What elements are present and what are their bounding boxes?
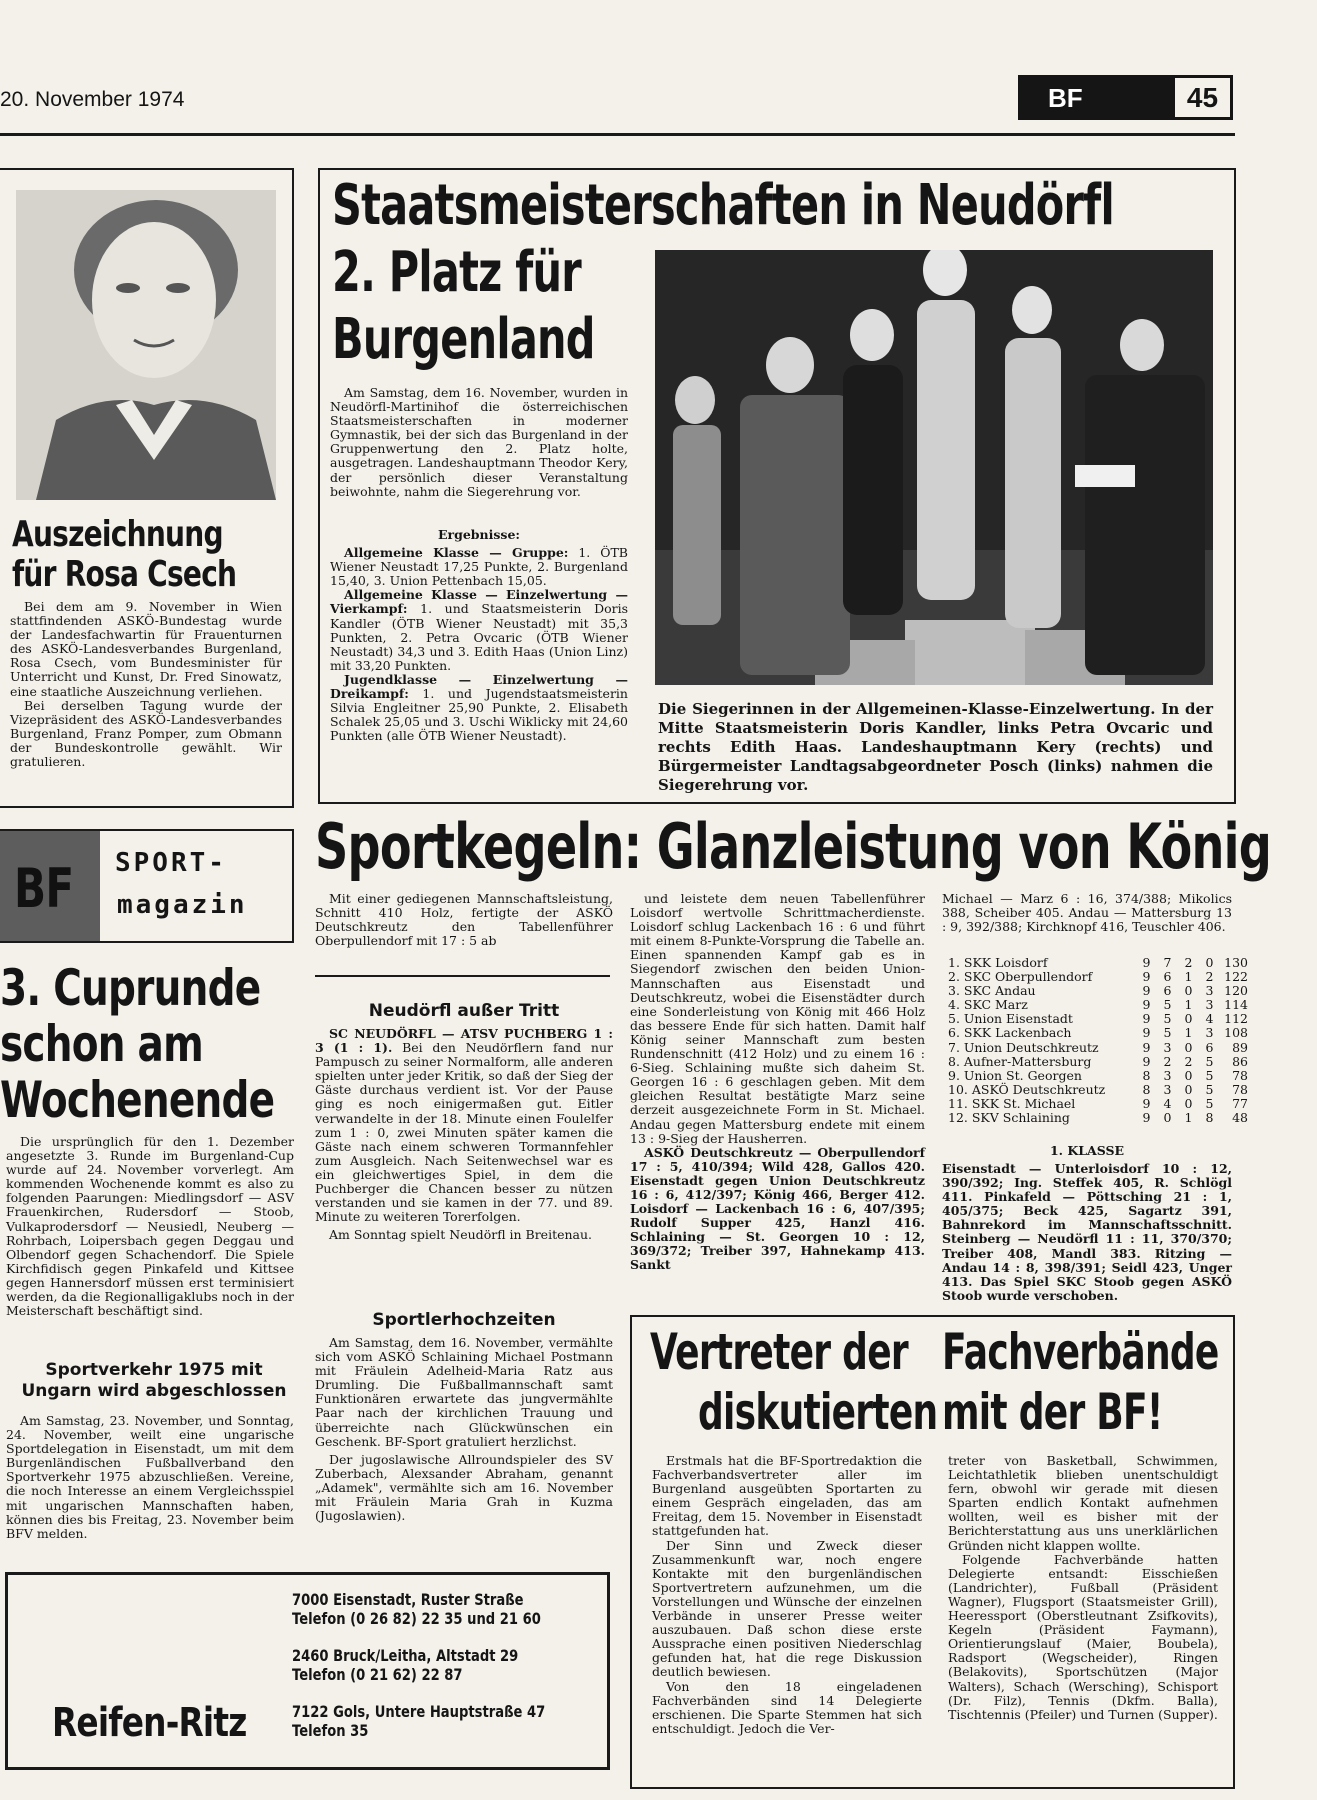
kegeln-intro: Mit einer gediegenen Mannschaftsleistung, Schnitt 410 Holz, fertigte der ASKÖ Deutschkreutz den Tabellenführer Oberpullendorf mit 17 : 5 ab — [315, 891, 613, 949]
page-number: 45 — [1175, 78, 1230, 117]
standings-team-name: 10. ASKÖ Deutschkreutz — [948, 1081, 1106, 1097]
standings-points: 89 — [1232, 1039, 1248, 1055]
cup-headline-line3: Wochenende — [0, 1071, 275, 1129]
standings-points: 130 — [1224, 955, 1248, 970]
standings-wins: 0 — [1163, 1110, 1172, 1126]
sportverkehr-body: Am Samstag, 23. November, und Sonntag, 24. November, weilt eine ungarische Sportdelegation in Eisenstadt, um mit dem Burgenländischen Fußballverband den Sportverkehr 1975 abzuschließen. Vereine, die noch Interesse an einem Vergleichsspiel mit ungarischen Mannschaften haben, können dies bis Freitag, 23. November beim BFV melden. — [6, 1413, 294, 1541]
standings-points: 112 — [1224, 1011, 1248, 1027]
standings-draws: 2 — [1184, 1053, 1193, 1069]
standings-wins: 3 — [1163, 1081, 1172, 1097]
podium-photo — [655, 250, 1213, 685]
neudoerfl-body-2: Am Sonntag spielt Neudörfl in Breitenau. — [329, 1227, 593, 1243]
standings-losses: 5 — [1205, 1081, 1214, 1097]
standings-wins: 6 — [1163, 969, 1172, 985]
result-3-label: Jugendklasse — Einzelwertung — Dreikampf: — [330, 671, 628, 702]
result-2-label: Allgemeine Klasse — Einzelwertung — Vierkampf: — [330, 587, 628, 617]
vertreter-paragraph-2: Der Sinn und Zweck dieser Zusammenkunft war, noch engere Kontakte mit den burgenländischen Sportvertretern aufzunehmen, um die Vorstellungen und Wünsche der einzelnen Verbände in unserer Presse weiter auszubauen. Daß schon diese erste Aussprache einen positiven Niederschlag gefunden hat, hat die rege Diskussion deutlich bewiesen. — [652, 1537, 922, 1680]
sportmagazin-bf: BF — [14, 857, 74, 920]
standings-row — [948, 984, 1248, 998]
neudoerfl-article — [315, 1027, 613, 1242]
issue-date: 20. November 1974 — [0, 88, 185, 111]
standings-wins: 3 — [1163, 1067, 1172, 1083]
standings-points: 120 — [1224, 983, 1248, 999]
standings-played: 9 — [1142, 1095, 1151, 1111]
hochzeit-heading: Sportlerhochzeiten — [372, 1310, 556, 1330]
standings-points: 77 — [1232, 1095, 1248, 1111]
standings-wins: 5 — [1163, 1025, 1172, 1041]
gym-results — [330, 528, 628, 743]
ad-brand: Reifen-Ritz — [52, 1700, 247, 1746]
result-2-text: 1. und Staatsmeisterin Doris Kandler (ÖTB Wiener Neustadt) mit 35,3 Punkten, 2. Petra Ovcaric (ÖTB Wiener Neustadt) 34,3 und 3. Edith Haas (Union Linz) mit 33,20 Punkten. — [330, 601, 629, 673]
standings-row — [948, 970, 1248, 984]
standings-played: 9 — [1142, 1053, 1151, 1069]
kegeln-report: und leistete dem neuen Tabellenführer Loisdorf wertvolle Schrittmacherdienste. Loisdorf schlug Lackenbach 16 : 6 und führt mit einem 8-Punkte-Vorsprung die Tabelle an. Einen spannenden Kampf gab es in Siegendorf zwischen den beiden Union-Mannschaften aus Eisenstadt und Deutschkreutz, wobei die Eisenstädter durch eine Sonderleistung von König mit 466 Holz das bessere Ende für sich hatten. Damit half König seiner Mannschaft zum besten Rundenschnitt (412 Holz) und zu einem 16 : 6-Sieg. Schlaining mußte sich daheim St. Georgen 16 : 6 geschlagen geben. Mit dem gleichen Resultat bestätigte Marz seine derzeit ausgezeichnete Form in St. Michael. Andau gegen Mattersburg endete mit einem 13 : 9-Sieg der Hausherren. — [630, 891, 925, 1146]
vertreter-column-2 — [948, 1454, 1218, 1722]
standings-played: 9 — [1142, 983, 1151, 999]
sportverkehr-heading-1: Sportverkehr 1975 mit — [45, 1360, 263, 1380]
standings-losses: 3 — [1205, 983, 1214, 999]
ad-address-block-2 — [292, 1646, 518, 1684]
standings-losses: 0 — [1205, 955, 1214, 970]
gym-intro: Am Samstag, dem 16. November, wurden in Neudörfl-Martinihof die österreichischen Staatsmeisterschaften in moderner Gymnastik, bei der sich das Burgenland in der Gruppenwertung den 2. Platz holte, ausgetragen. Landeshauptmann Theodor Kery, der persönlich dieser Veranstaltung beiwohnte, nahm die Siegerehrung vor. — [330, 385, 628, 499]
standings-wins: 4 — [1163, 1095, 1172, 1111]
standings-wins: 6 — [1163, 983, 1172, 999]
standings-played: 9 — [1142, 1110, 1151, 1126]
standings-row — [948, 998, 1248, 1012]
standings-team-name: 4. SKC Marz — [948, 997, 1028, 1013]
standings-team-name: 7. Union Deutschkreutz — [948, 1039, 1099, 1055]
kegeln-headline: Sportkegeln: Glanzleistung von König — [315, 810, 1272, 883]
standings-team-name: 9. Union St. Georgen — [948, 1067, 1082, 1083]
result-3-text: 1. und Jugendstaatsmeisterin Silvia Engleitner 25,90 Punkte, 2. Elisabeth Schalek 25,05 und 3. Uschi Wiklicky mit 24,60 Punkten (alle ÖTB Wiener Neustadt). — [330, 686, 628, 744]
standings-losses: 3 — [1205, 1025, 1214, 1041]
standings-draws: 1 — [1184, 997, 1193, 1013]
standings-row — [948, 1083, 1248, 1097]
standings-wins: 7 — [1163, 955, 1172, 970]
result-1-text: 1. ÖTB Wiener Neustadt 17,25 Punkte, 2. Burgenland 15,40, 3. Union Pettenbach 15,05. — [330, 545, 628, 589]
standings-row — [948, 1069, 1248, 1083]
rosa-headline-line1: Auszeichnung — [12, 514, 223, 555]
standings-played: 9 — [1142, 997, 1151, 1013]
standings-draws: 0 — [1184, 1067, 1193, 1083]
standings-team-name: 12. SKV Schlaining — [948, 1110, 1070, 1126]
results-heading: Ergebnisse: — [437, 527, 521, 542]
standings-wins: 2 — [1163, 1053, 1172, 1069]
vertreter-headline-2a: diskutierten — [698, 1383, 938, 1441]
section-label: BF — [1048, 83, 1083, 113]
kegeln-results: ASKÖ Deutschkreutz — Oberpullendorf 17 : 5, 410/394; Wild 428, Gallos 420. Eisenstadt gegen Union Deutschkreutz 16 : 6, 412/397; König 466, Berger 412. Loisdorf — Lackenbach 16 : 6, 407/395; Rudolf Supper 425, Hanzl 416. Schlaining — St. Georgen 10 : 12, 369/372; Treiber 397, Hahnekamp 413. Sankt — [630, 1144, 925, 1273]
klasse-heading: 1. KLASSE — [1049, 1143, 1125, 1158]
neudoerfl-body: Bei den Neudörflern fand nur Pampusch zu seiner Normalform, alle anderen spielten unter jeder Kritik, so daß der Sieg der Gäste durchaus verdient ist. Vor der Pause ging es noch einigermaßen gut. Eitler verwandelte in der 18. Minute einen Foulelfer zum 1 : 0, zwei Minuten später kamen die Gäste nach einem schweren Tormannfehler zum Ausgleich. Nach Seitenwechsel war es ein gleichwertiges Spiel, in dem die Puchberger die Chancen besser zu nützen verstanden und sie kamen in der 77. und 89. Minute zu weiteren Torerfolgen. — [315, 1040, 613, 1225]
ad-line-6: Telefon 35 — [292, 1721, 369, 1740]
cup-headline — [0, 960, 352, 1128]
header-rule — [0, 133, 1235, 136]
standings-played: 9 — [1142, 955, 1151, 970]
standings-draws: 2 — [1184, 955, 1193, 970]
rosa-paragraph-2: Bei derselben Tagung wurde der Vizepräsident des ASKÖ-Landesverbandes Burgenland, Franz Pomper, zum Obmann der Bundeskontrolle gewählt. Wir gratulieren. — [10, 697, 282, 770]
standings-played: 9 — [1142, 969, 1151, 985]
ad-line-5: 7122 Gols, Untere Hauptstraße 47 — [292, 1702, 546, 1721]
gym-headline-1: Staatsmeisterschaften in Neudörfl — [332, 173, 1114, 238]
ad-line-3: 2460 Bruck/Leitha, Altstadt 29 — [292, 1646, 519, 1665]
standings-draws: 0 — [1184, 1081, 1193, 1097]
photo-caption: Die Siegerinnen in der Allgemeinen-Klasse-Einzelwertung. In der Mitte Staatsmeisterin Doris Kandler, links Petra Ovcaric und rechts Edith Haas. Landeshauptmann Kery (rechts) und Bürgermeister Landtagsabgeordneter Posch (links) nahmen die Siegerehrung vor. — [658, 700, 1213, 794]
klasse-body: Eisenstadt — Unterloisdorf 10 : 12, 390/392; Ing. Steffek 405, R. Schlögl 411. Pinkafeld — Pöttsching 21 : 1, 405/375; Beck 425, Sagartz 391, Bahnrekord im Mannschaftsschnitt. Steinberg — Neudörfl 11 : 11, 370/370; Treiber 408, Mandl 383. Ritzing — Andau 14 : 8, 398/391; Seidl 423, Unger 413. Das Spiel SKC Stoob gegen ASKÖ Stoob wurde verschoben. — [942, 1161, 1232, 1303]
standings-row — [948, 1097, 1248, 1111]
standings-losses: 3 — [1205, 997, 1214, 1013]
standings-row — [948, 1026, 1248, 1040]
rosa-csech-portrait — [16, 190, 276, 500]
vertreter-paragraph-5: Folgende Fachverbände hatten Delegierte entsandt: Eisschießen (Landrichter), Fußball (Präsident Wagner), Flugsport (Staatsmeister Grill), Heeressport (Oberstleutnant Zsifkovits), Kegeln (Präsident Faymann), Orientierungslauf (Maier, Boubela), Radsport (Wegscheider), Ringen (Belakovits), Sportschützen (Major Walters), Schach (Wersching), Schisport (Dr. Filz), Tennis (Dkfm. Balla), Tischtennis (Pfeiler) und Turnen (Supper). — [948, 1551, 1218, 1722]
sportverkehr-heading — [14, 1360, 294, 1402]
gym-headline-3: Burgenland — [332, 307, 595, 372]
sportmagazin-logo — [0, 831, 100, 941]
standings-played: 9 — [1142, 1025, 1151, 1041]
rosa-headline-line2: für Rosa Csech — [12, 554, 237, 595]
standings-team-name: 8. Aufner-Mattersburg — [948, 1053, 1092, 1069]
rosa-paragraph-1: Bei dem am 9. November in Wien stattfindenden ASKÖ-Bundestag wurde der Landesfachwartin für Frauenturnen des ASKÖ-Landesverbandes Burgenland, Rosa Csech, vom Bundesminister für Unterricht und Kunst, Dr. Fred Sinowatz, eine staatliche Auszeichnung verliehen. — [10, 599, 282, 699]
standings-played: 9 — [1142, 1011, 1151, 1027]
standings-team-name: 6. SKK Lackenbach — [948, 1025, 1072, 1041]
standings-draws: 0 — [1184, 1039, 1193, 1055]
vertreter-paragraph-3: Von den 18 eingeladenen Fachverbänden sind 14 Delegierte erschienen. Die Sparte Stemmen hat sich entschuldigt. Jedoch die Ver- — [652, 1678, 922, 1736]
standings-row — [948, 1012, 1248, 1026]
standings-draws: 1 — [1184, 1025, 1193, 1041]
standings-played: 8 — [1142, 1067, 1151, 1083]
standings-losses: 5 — [1205, 1095, 1214, 1111]
standings-row — [948, 956, 1248, 970]
vertreter-headline-2b: mit der BF! — [942, 1383, 1163, 1441]
standings-losses: 2 — [1205, 969, 1214, 985]
standings-points: 114 — [1224, 997, 1248, 1013]
kegeln-divider — [315, 975, 610, 977]
standings-row — [948, 1041, 1248, 1055]
sportmagazin-line2: magazin — [117, 890, 248, 920]
standings-played: 8 — [1142, 1081, 1151, 1097]
standings-team-name: 1. SKK Loisdorf — [948, 955, 1048, 970]
standings-losses: 6 — [1205, 1039, 1214, 1055]
ad-line-1: 7000 Eisenstadt, Ruster Straße — [292, 1590, 524, 1609]
cup-headline-line1: 3. Cuprunde — [0, 959, 261, 1017]
standings-draws: 0 — [1184, 1095, 1193, 1111]
ad-address-block-3 — [292, 1702, 545, 1740]
standings-team-name: 2. SKC Oberpullendorf — [948, 969, 1093, 985]
standings-row — [948, 1055, 1248, 1069]
gym-headline-2: 2. Platz für — [332, 240, 581, 305]
vertreter-headline-1a: Vertreter der — [650, 1323, 908, 1381]
hochzeit-article — [315, 1336, 613, 1523]
standings-points: 48 — [1232, 1110, 1248, 1126]
standings-points: 108 — [1224, 1025, 1248, 1041]
standings-team-name: 5. Union Eisenstadt — [948, 1011, 1073, 1027]
standings-losses: 4 — [1205, 1011, 1214, 1027]
standings-draws: 0 — [1184, 983, 1193, 999]
standings-losses: 8 — [1205, 1110, 1214, 1126]
standings-team-name: 11. SKK St. Michael — [948, 1095, 1076, 1111]
neudoerfl-heading: Neudörfl außer Tritt — [368, 1001, 560, 1021]
vertreter-headline-1b: Fachverbände — [942, 1323, 1219, 1381]
standings-table — [948, 956, 1248, 1125]
standings-points: 78 — [1232, 1081, 1248, 1097]
standings-draws: 0 — [1184, 1011, 1193, 1027]
kegeln-column-2 — [630, 892, 925, 1273]
sportmagazin-line1: SPORT- — [115, 848, 227, 878]
ad-line-4: Telefon (0 21 62) 22 87 — [292, 1665, 463, 1684]
standings-draws: 1 — [1184, 969, 1193, 985]
standings-row — [948, 1111, 1248, 1125]
hochzeit-body: Am Samstag, dem 16. November, vermählte sich vom ASKÖ Schlaining Michael Postmann mit Fräulein Adelheid-Maria Ratz aus Drumling. Die Fußballmannschaft samt Funktionären erwartete das jungvermählte Paar nach der kirchlichen Trauung und überreichte nach Glückwünschen ein Geschenk. BF-Sport gratuliert herzlichst. — [315, 1335, 613, 1449]
standings-team-name: 3. SKC Andau — [948, 983, 1036, 999]
standings-losses: 5 — [1205, 1053, 1214, 1069]
standings-wins: 5 — [1163, 1011, 1172, 1027]
rosa-body — [10, 600, 282, 769]
neudoerfl-match: SC NEUDÖRFL — ATSV PUCHBERG 1 : 3 (1 : 1). — [315, 1026, 613, 1056]
standings-losses: 5 — [1205, 1067, 1214, 1083]
standings-points: 78 — [1232, 1067, 1248, 1083]
section-badge — [1018, 75, 1233, 120]
result-1-label: Allgemeine Klasse — Gruppe: — [344, 545, 569, 561]
standings-wins: 5 — [1163, 997, 1172, 1013]
cup-headline-line2: schon am — [0, 1015, 203, 1073]
standings-draws: 1 — [1184, 1110, 1193, 1126]
rosa-headline — [12, 515, 300, 595]
vertreter-column-1 — [652, 1454, 922, 1736]
ad-line-2: Telefon (0 26 82) 22 35 und 21 60 — [292, 1609, 541, 1628]
standings-points: 122 — [1224, 969, 1248, 985]
standings-wins: 3 — [1163, 1039, 1172, 1055]
hochzeit-body-2: Der jugoslawische Allroundspieler des SV Zuberbach, Alexsander Abraham, genannt „Adamek", vermählte sich am 16. November mit Fräulein Maria Grah in Kuzma (Jugoslawien). — [315, 1451, 613, 1524]
standings-points: 86 — [1232, 1053, 1248, 1069]
standings-played: 9 — [1142, 1039, 1151, 1055]
kegeln-results-cont: Michael — Marz 6 : 16, 374/388; Mikolics 388, Scheiber 405. Andau — Mattersburg 13 : 9, 392/388; Kirchknopf 416, Teuschler 406. — [942, 891, 1232, 935]
vertreter-paragraph-4: treter von Basketball, Schwimmen, Leichtathletik blieben unentschuldigt fern, obwohl wir gerade mit diesen Sparten endlich Kontakt aufnehmen wollten, weil es bisher mit der Berichterstattung aus uns unerklärlichen Gründen nicht klappen wollte. — [948, 1453, 1218, 1553]
ad-address-block-1 — [292, 1590, 541, 1628]
vertreter-paragraph-1: Erstmals hat die BF-Sportredaktion die Fachverbandsvertreter aller im Burgenland ausgeübten Sportarten zu einem Gespräch eingeladen, das am Freitag, dem 15. November in Eisenstadt stattgefunden hat. — [652, 1453, 922, 1539]
cup-body: Die ursprünglich für den 1. Dezember angesetzte 3. Runde im Burgenland-Cup wurde auf 24. November vorverlegt. Am kommenden Wochenende kommt es also zu folgenden Paarungen: Miedlingsdorf — ASV Frauenkirchen, Rudersdorf — Stoob, Vulkaprodersdorf — Neusiedl, Neuberg — Rohrbach, Loipersbach gegen Deggau und Olbendorf gegen Schachendorf. Die Spiele Kirchfidisch gegen Pinkafeld und Kittsee gegen Hannersdorf müssen erst terminisiert werden, da die Regionalligaklubs noch in der Meisterschaft beschäftigt sind. — [6, 1134, 294, 1319]
sportverkehr-heading-2: Ungarn wird abgeschlossen — [21, 1381, 287, 1401]
